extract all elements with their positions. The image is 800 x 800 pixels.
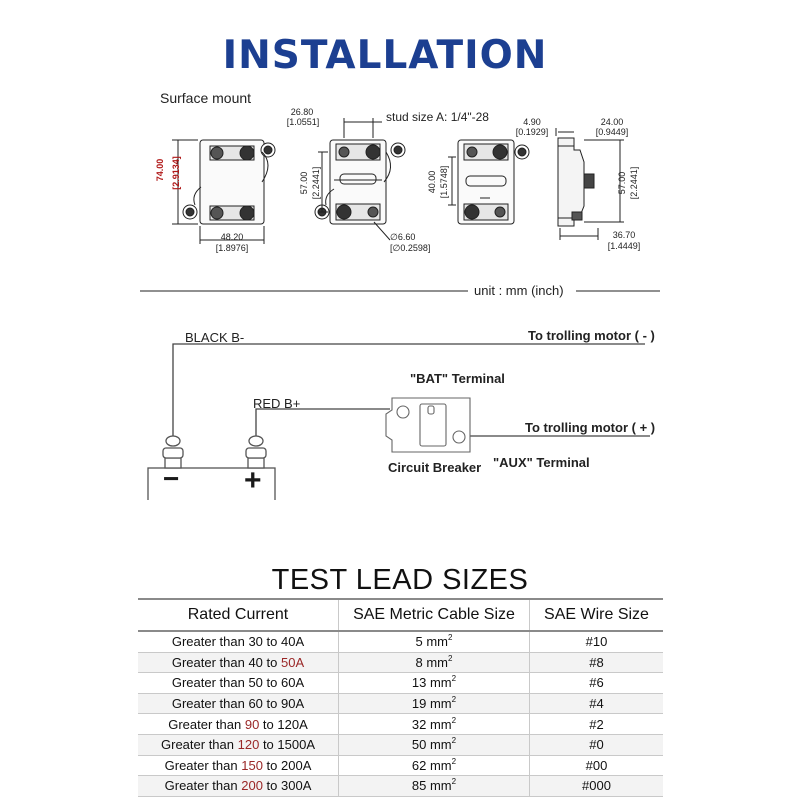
- unit-exponent: 2: [451, 715, 457, 725]
- rated-current-cell: [138, 631, 339, 652]
- front-view-drawing: [172, 140, 275, 244]
- metric-cable-cell: [339, 693, 530, 714]
- table-header-row: [138, 599, 663, 631]
- dim-mid-height-mm: 57.00: [299, 171, 309, 195]
- dim-slot-height-in: [1.5748]: [439, 165, 449, 199]
- table-row: [138, 776, 663, 797]
- metric-cable-cell: [339, 631, 530, 652]
- header-metric-cable-size: SAE Metric Cable Size: [339, 599, 530, 631]
- rated-current-cell: [138, 714, 339, 735]
- metric-cable-value: 8 mm: [415, 654, 449, 670]
- rated-current-text: Greater than 50 to 60A: [171, 675, 305, 691]
- wire-size-cell: #2: [530, 714, 664, 735]
- red-wire-label: RED B+: [253, 396, 301, 411]
- test-lead-sizes-table: [138, 598, 663, 797]
- rated-current-text: Greater than 60 to 90A: [171, 696, 305, 712]
- metric-cable-value: 19 mm: [411, 696, 452, 712]
- rated-current-cell: [138, 755, 339, 776]
- metric-cable-value: 85 mm: [411, 778, 452, 794]
- table-row: [138, 755, 663, 776]
- rated-current-highlight: 200: [241, 778, 263, 794]
- metric-cable-cell: [339, 755, 530, 776]
- dim-stud-spacing-in: [1.0551]: [286, 117, 320, 127]
- aux-terminal-label: "AUX" Terminal: [493, 455, 590, 470]
- dim-hole-mm: ∅6.60: [390, 232, 416, 242]
- dimension-drawings: [0, 0, 800, 300]
- wire-size-cell: #4: [530, 693, 664, 714]
- metric-cable-cell: [339, 734, 530, 755]
- rated-current-text: Greater than: [168, 716, 245, 732]
- unit-exponent: 2: [451, 736, 457, 746]
- rated-current-text-end: to 1500A: [259, 737, 315, 753]
- rated-current-text-end: to 300A: [262, 778, 312, 794]
- rated-current-highlight: 50A: [280, 654, 305, 670]
- unit-exponent: 2: [451, 674, 457, 684]
- table-row: [138, 693, 663, 714]
- dim-side-top-mm: 4.90: [523, 117, 541, 127]
- table-row: [138, 631, 663, 652]
- wire-size-cell: #0: [530, 734, 664, 755]
- wire-size-cell: #6: [530, 673, 664, 694]
- battery-plus-sign: +: [244, 464, 262, 497]
- rated-current-highlight: 120: [237, 737, 260, 753]
- wire-size-cell: #10: [530, 631, 664, 652]
- unit-exponent: 2: [451, 756, 457, 766]
- rated-current-text: Greater than 40 to: [171, 654, 281, 670]
- dim-stud-spacing-mm: 26.80: [290, 107, 314, 117]
- rated-current-cell: [138, 652, 339, 673]
- metric-cable-cell: [339, 714, 530, 735]
- rated-current-text-end: 40A: [280, 634, 305, 650]
- back-view-drawing: [448, 140, 529, 224]
- header-wire-size: SAE Wire Size: [530, 599, 664, 631]
- rated-current-highlight: 90: [244, 716, 260, 732]
- red-wire: [256, 409, 390, 440]
- rated-current-cell: [138, 693, 339, 714]
- table-title: TEST LEAD SIZES: [271, 564, 529, 596]
- wire-size-cell: #000: [530, 776, 664, 797]
- side-view-drawing: [556, 128, 624, 240]
- dim-slot-height-mm: 40.00: [427, 170, 437, 194]
- table-row: [138, 714, 663, 735]
- stud-view-drawing: [315, 118, 405, 240]
- rated-current-cell: [138, 673, 339, 694]
- unit-label: unit : mm (inch): [474, 283, 564, 298]
- unit-exponent: 2: [451, 695, 457, 705]
- dim-width-in: [1.8976]: [215, 243, 249, 253]
- dim-width-mm: 48.20: [220, 232, 244, 242]
- rated-current-text: Greater than: [161, 737, 238, 753]
- wire-size-cell: #8: [530, 652, 664, 673]
- table-row: [138, 652, 663, 673]
- circuit-breaker-label: Circuit Breaker: [388, 460, 482, 475]
- dim-side-height-mm: 57.00: [617, 171, 627, 195]
- dim-side-depth-in: [0.9449]: [595, 127, 629, 137]
- rated-current-text: Greater than: [164, 757, 242, 773]
- dim-hole-in: [∅0.2598]: [390, 243, 431, 253]
- metric-cable-cell: [339, 673, 530, 694]
- motor-positive-label: To trolling motor ( + ): [525, 420, 656, 435]
- rated-current-cell: [138, 776, 339, 797]
- metric-cable-cell: [339, 776, 530, 797]
- motor-negative-label: To trolling motor ( - ): [528, 328, 655, 343]
- header-rated-current: Rated Current: [138, 599, 339, 631]
- metric-cable-value: 32 mm: [411, 716, 452, 732]
- rated-current-text-end: to 120A: [259, 716, 308, 732]
- metric-cable-value: 13 mm: [411, 675, 452, 691]
- page-title: INSTALLATION: [222, 33, 548, 78]
- dim-side-height-in: [2.2441]: [629, 166, 639, 200]
- metric-cable-cell: [339, 652, 530, 673]
- battery-minus-sign: −: [163, 463, 180, 494]
- dim-height-mm: 74.00: [155, 158, 165, 182]
- rated-current-text: Greater than: [164, 778, 242, 794]
- stud-size-note: stud size A: 1/4"-28: [386, 110, 489, 124]
- unit-exponent: 2: [451, 777, 457, 787]
- dim-side-width-mm: 36.70: [612, 230, 636, 240]
- dim-side-width-in: [1.4449]: [607, 241, 641, 251]
- metric-cable-value: 5 mm: [415, 634, 449, 650]
- dim-mid-height-in: [2.2441]: [311, 166, 321, 200]
- dim-height-in: [2.9134]: [171, 156, 181, 190]
- circuit-breaker-drawing: [386, 398, 470, 452]
- rated-current-highlight: 150: [241, 757, 263, 773]
- metric-cable-value: 50 mm: [411, 737, 452, 753]
- unit-exponent: 2: [448, 653, 453, 663]
- metric-cable-value: 62 mm: [411, 757, 452, 773]
- bat-terminal-label: "BAT" Terminal: [410, 371, 505, 386]
- unit-exponent: 2: [448, 633, 453, 643]
- rated-current-text: Greater than 30 to: [171, 634, 281, 650]
- dim-side-depth-mm: 24.00: [600, 117, 624, 127]
- mount-type-label: Surface mount: [160, 90, 252, 106]
- table-row: [138, 734, 663, 755]
- wire-size-cell: #00: [530, 755, 664, 776]
- rated-current-cell: [138, 734, 339, 755]
- black-wire-label: BLACK B-: [185, 330, 245, 345]
- dim-side-top-in: [0.1929]: [515, 127, 549, 137]
- rated-current-text-end: to 200A: [262, 757, 312, 773]
- table-row: [138, 673, 663, 694]
